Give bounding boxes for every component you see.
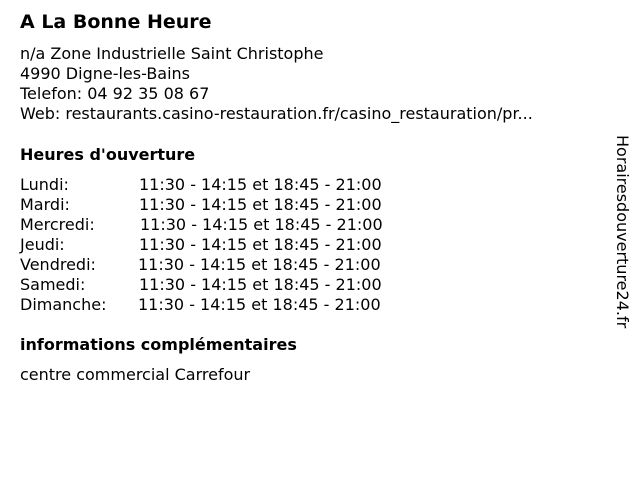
opening-hours-table: [20, 175, 440, 315]
hours-time: 11:30 - 14:15 et 18:45 - 21:00: [138, 295, 381, 314]
hours-time: 11:30 - 14:15 et 18:45 - 21:00: [140, 215, 383, 234]
hours-row-monday: [20, 175, 440, 195]
website-link[interactable]: Web: restaurants.casino-restauration.fr/casino_restauration/pr...: [20, 104, 533, 123]
watermark-text: Horairesdouverture24.fr: [613, 135, 632, 329]
site-watermark: [612, 135, 632, 345]
hours-day: Mardi:: [20, 195, 70, 214]
hours-time: 11:30 - 14:15 et 18:45 - 21:00: [139, 175, 382, 194]
address-city: 4990 Digne-les-Bains: [20, 64, 191, 83]
phone-number: Telefon: 04 92 35 08 67: [20, 84, 210, 103]
hours-day: Jeudi:: [20, 235, 65, 254]
additional-info-text: centre commercial Carrefour: [20, 365, 251, 384]
hours-day: Vendredi:: [20, 255, 96, 274]
hours-row-friday: [20, 255, 440, 275]
hours-row-wednesday: [20, 215, 440, 235]
additional-info-heading: informations complémentaires: [20, 335, 297, 354]
hours-day: Samedi:: [20, 275, 86, 294]
hours-row-sunday: [20, 295, 440, 315]
hours-time: 11:30 - 14:15 et 18:45 - 21:00: [139, 195, 382, 214]
hours-time: 11:30 - 14:15 et 18:45 - 21:00: [139, 275, 382, 294]
hours-row-thursday: [20, 235, 440, 255]
hours-day: Lundi:: [20, 175, 69, 194]
hours-row-saturday: [20, 275, 440, 295]
hours-time: 11:30 - 14:15 et 18:45 - 21:00: [139, 235, 382, 254]
hours-time: 11:30 - 14:15 et 18:45 - 21:00: [138, 255, 381, 274]
hours-day: Dimanche:: [20, 295, 107, 314]
business-contact: [20, 44, 533, 124]
address-street: n/a Zone Industrielle Saint Christophe: [20, 44, 324, 63]
hours-day: Mercredi:: [20, 215, 95, 234]
hours-row-tuesday: [20, 195, 440, 215]
opening-hours-heading: Heures d'ouverture: [20, 145, 196, 164]
business-name: A La Bonne Heure: [20, 11, 212, 33]
